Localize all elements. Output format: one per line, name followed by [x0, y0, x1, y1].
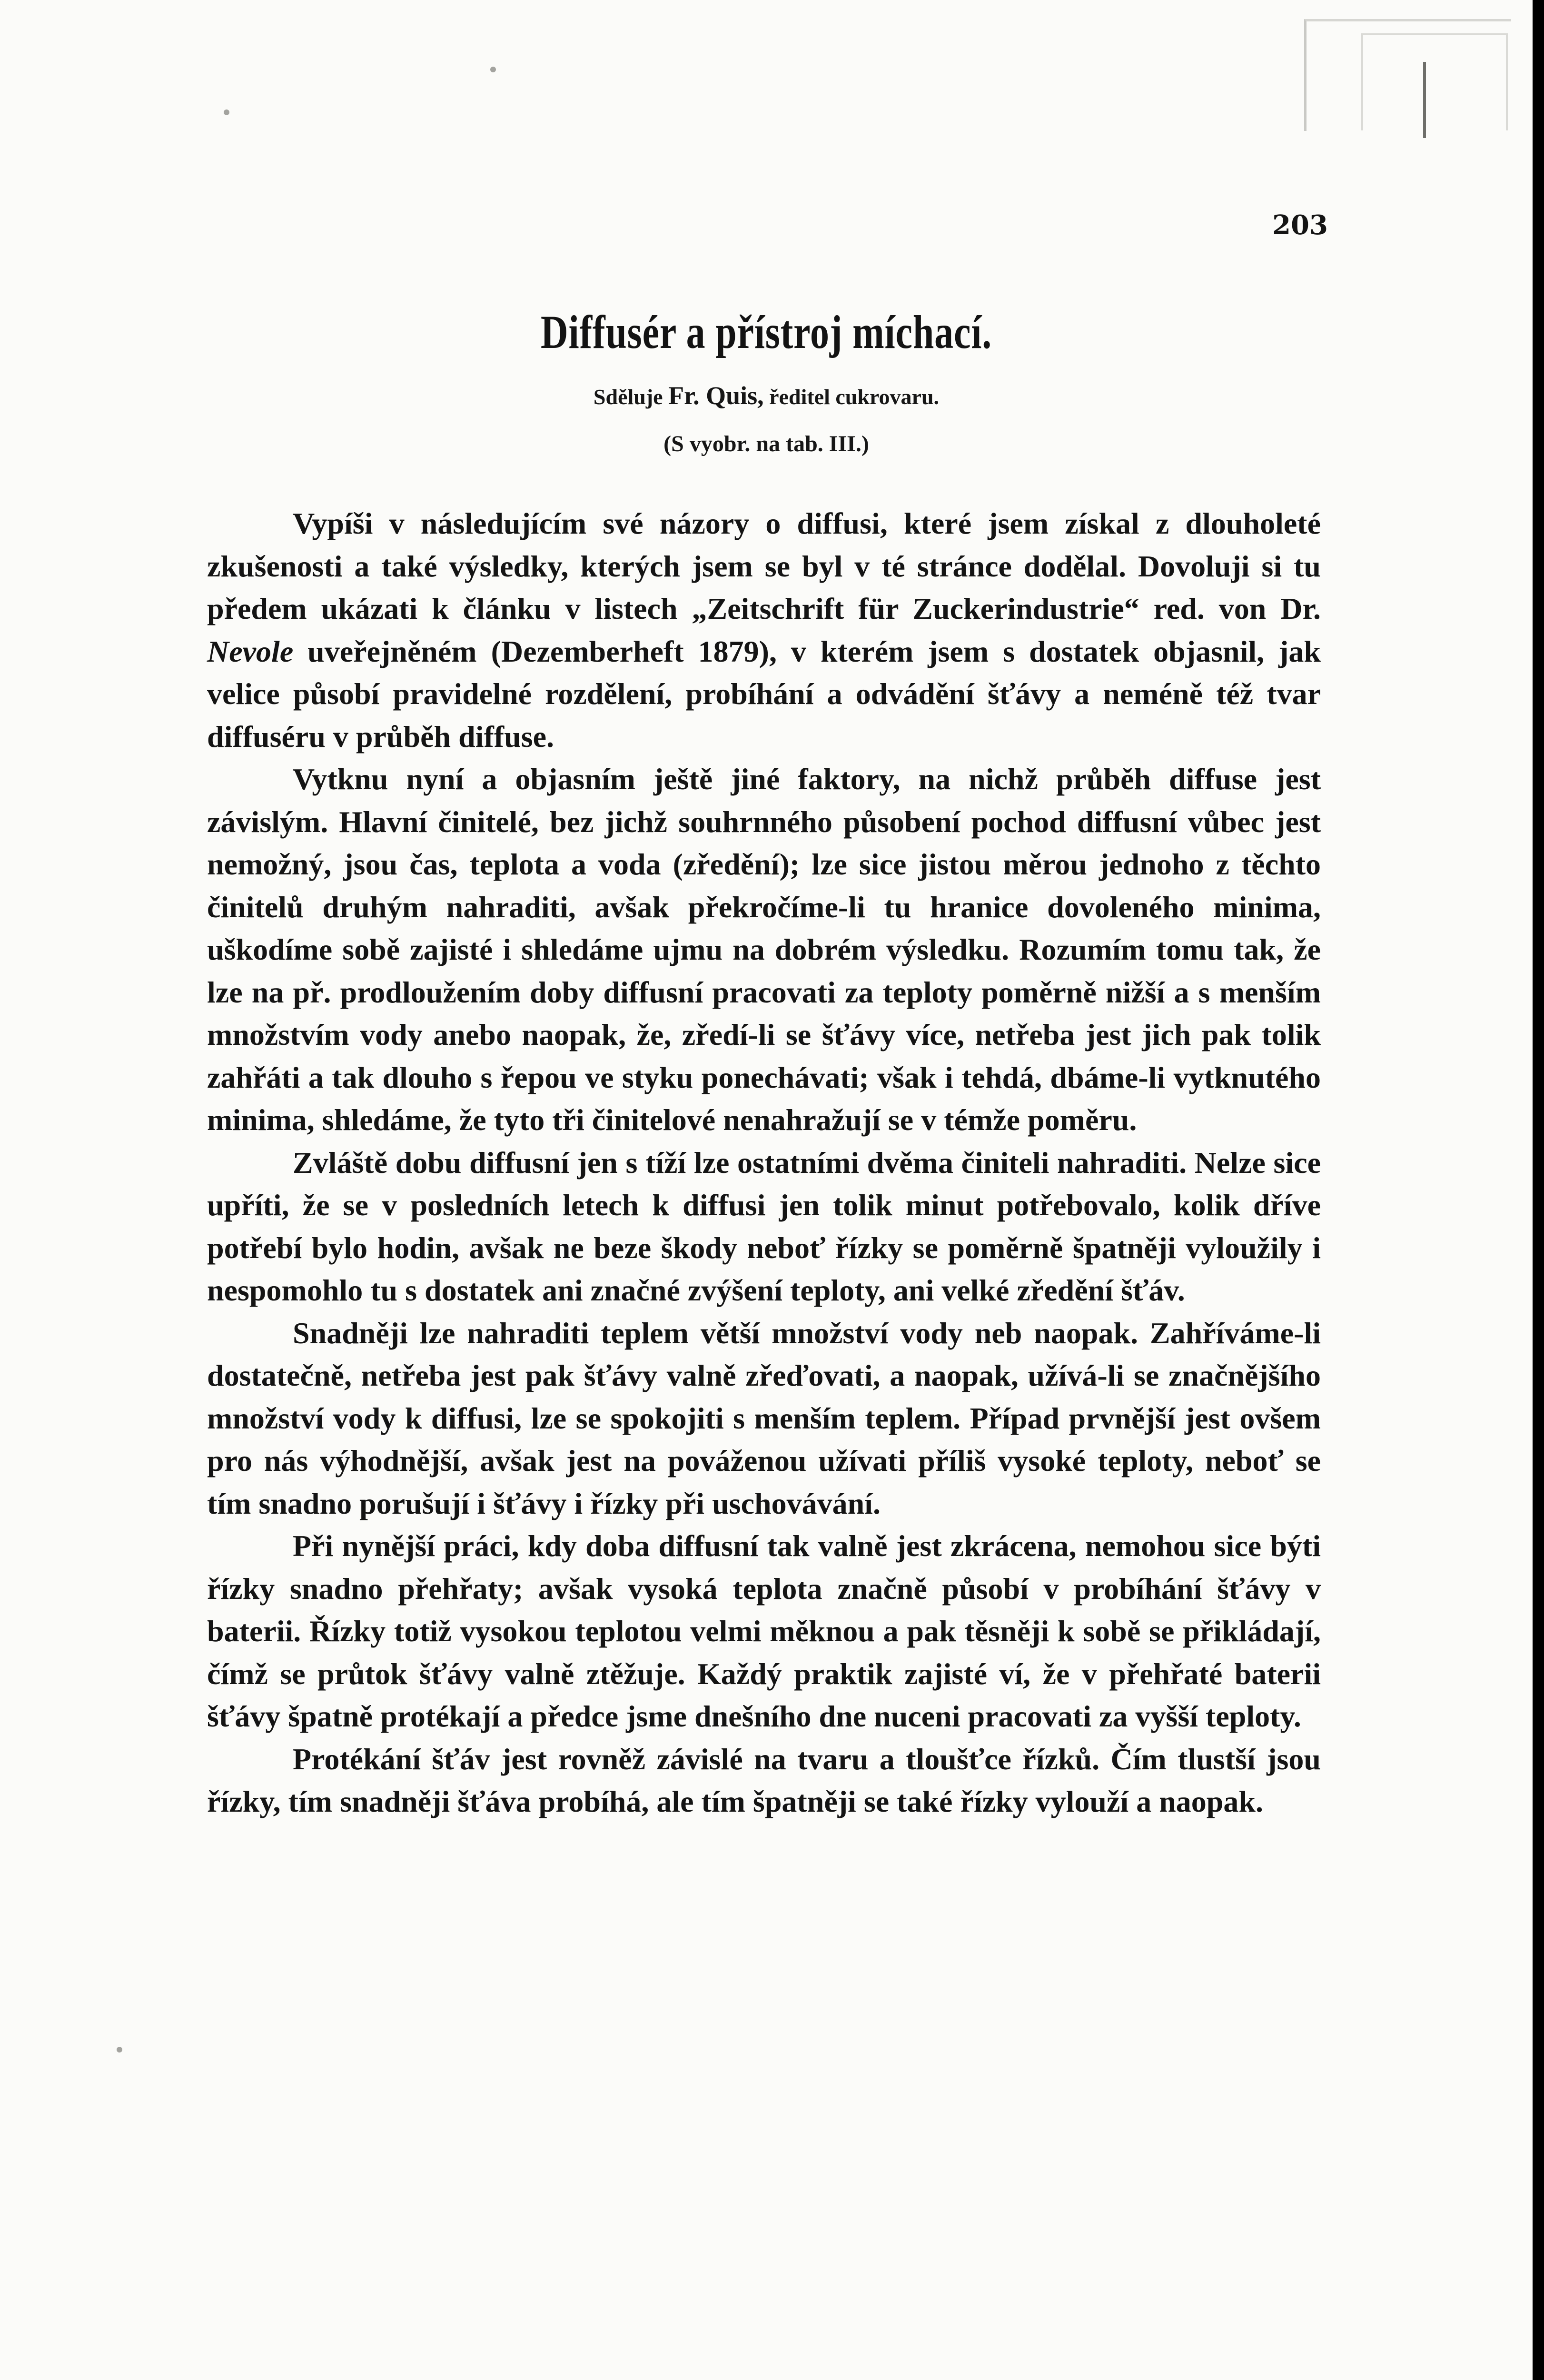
emphasized-name: Nevole [207, 634, 294, 668]
paragraph: Snadněji lze nahraditi teplem větší množství vody neb naopak. Zahříváme-li dostatečně, netřeba jest pak šťávy valně zřeďovati, a naopak, užívá-li se značnějšího množství vody k diffusi, lze se spokojiti s menším teplem. Případ prvnější jest ovšem pro nás výhodnější, avšak jest na pováženou užívati příliš vysoké teploty, neboť se tím snadno porušují i šťávy i řízky při uschovávání. [207, 1316, 1321, 1520]
scan-speck [117, 2047, 122, 2053]
paragraph: Zvláště dobu diffusní jen s tíží lze ostatními dvěma činiteli nahraditi. Nelze sice upříti, že se v posledních letech k diffusi jen tolik minut potřebovalo, kolik dříve potřebí bylo hodin, avšak ne beze škody neboť řízky se poměrně špatněji vyloužily i nespomohlo tu s dostatek ani značné zvýšení teploty, ani velké zředění šťáv. [207, 1145, 1321, 1307]
article-body [207, 502, 1321, 1823]
paragraph: Protékání šťáv jest rovněž závislé na tvaru a tloušťce řízků. Čím tlustší jsou řízky, tím snadněji šťáva probíhá, ale tím špatněji se také řízky vylouží a naopak. [207, 1742, 1321, 1818]
paragraph: Vytknu nyní a objasním ještě jiné faktory, na nichž průběh diffuse jest závislým. Hlavní činitelé, bez jichž souhrnného působení pochod diffusní vůbec jest nemožný, jsou čas, teplota a voda (zředění); lze sice jistou měrou jednoho z těchto činitelů druhým nahraditi, avšak překročíme-li tu hranice dovoleného minima, uškodíme sobě zajisté i shledáme ujmu na dobrém výsledku. Rozumím tomu tak, že lze na př. prodloužením doby diffusní pracovati za teploty poměrně nižší a s menším množstvím vody anebo naopak, že, zředí-li se šťávy více, netřeba jest jich pak tolik zahřáti a tak dlouho s řepou ve styku ponechávati; však i tehdá, dbáme-li vytknutého minima, shledáme, že tyto tři činitelové nenahražují se v témže poměru. [207, 762, 1321, 1137]
byline-prefix: Sděluje [593, 385, 663, 409]
paragraph [207, 502, 1321, 758]
byline-suffix: ředitel cukrovaru. [769, 385, 940, 409]
scan-speck [224, 109, 229, 115]
scan-frame-inner-mark [1361, 33, 1508, 130]
paragraph-text: Vypíši v následujícím své názory o diffusi, které jsem získal z dlouholeté zkušenosti a také výsledky, kterých jsem se byl v té stránce dodělal. Dovoluji si tu předem ukázati k článku v listech „Zeitschrift für Zuckerindustrie“ red. von Dr. [207, 506, 1321, 625]
scan-speck [490, 67, 496, 72]
page-number: 203 [1272, 209, 1328, 241]
paragraph-text: uveřejněném (Dezemberheft 1879), v kterém jsem s dostatek objasnil, jak velice působí pravidelné rozdělení, probíhání a odvádění šťávy a neméně též tvar diffuséru v průběh diffuse. [207, 634, 1321, 754]
figure-reference: (S vyobr. na tab. III.) [663, 431, 869, 456]
byline-author: Fr. Quis, [668, 381, 764, 410]
byline [0, 381, 1533, 410]
paragraph: Při nynější práci, kdy doba diffusní tak valně jest zkrácena, nemohou sice býti řízky snadno přehřaty; avšak vysoká teplota značně působí v probíhání šťávy v baterii. Řízky totiž vysokou teplotou velmi měknou a pak těsněji k sobě se přikládají, čímž se průtok šťávy valně ztěžuje. Každý praktik zajisté ví, že v přehřaté baterii šťávy špatně protékají a předce jsme dnešního dne nuceni pracovati za vyšší teploty. [207, 1529, 1321, 1733]
scan-tick-mark [1423, 62, 1426, 138]
article-title: Diffusér a přístroj míchací. [540, 306, 992, 358]
